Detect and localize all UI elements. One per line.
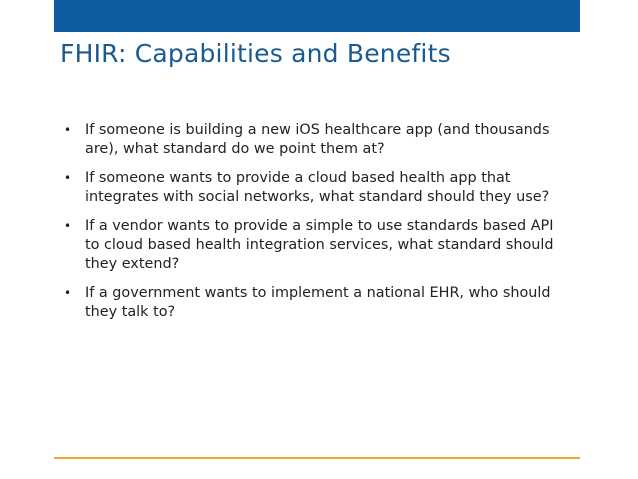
bullet-text: If a vendor wants to provide a simple to use standards based API to cloud based health integration services, what standard should they extend? (85, 218, 554, 272)
bullet-text: If a government wants to implement a national EHR, who should they talk to? (85, 285, 551, 320)
header-bar (54, 0, 580, 32)
bullet-dot-icon: • (64, 219, 72, 233)
bullet-dot-icon: • (64, 171, 72, 185)
bullet-text: If someone is building a new iOS healthcare app (and thousands are), what standard do we point them at? (85, 122, 550, 157)
footer-rule (54, 457, 580, 459)
bullet-item (64, 169, 564, 207)
bullet-list (64, 121, 564, 332)
bullet-item (64, 284, 564, 322)
bullet-dot-icon: • (64, 123, 72, 137)
bullet-dot-icon: • (64, 286, 72, 300)
bullet-text: If someone wants to provide a cloud based health app that integrates with social networks, what standard should they use? (85, 170, 550, 205)
bullet-item (64, 217, 564, 274)
slide-title: FHIR: Capabilities and Benefits (60, 39, 451, 68)
bullet-item (64, 121, 564, 159)
